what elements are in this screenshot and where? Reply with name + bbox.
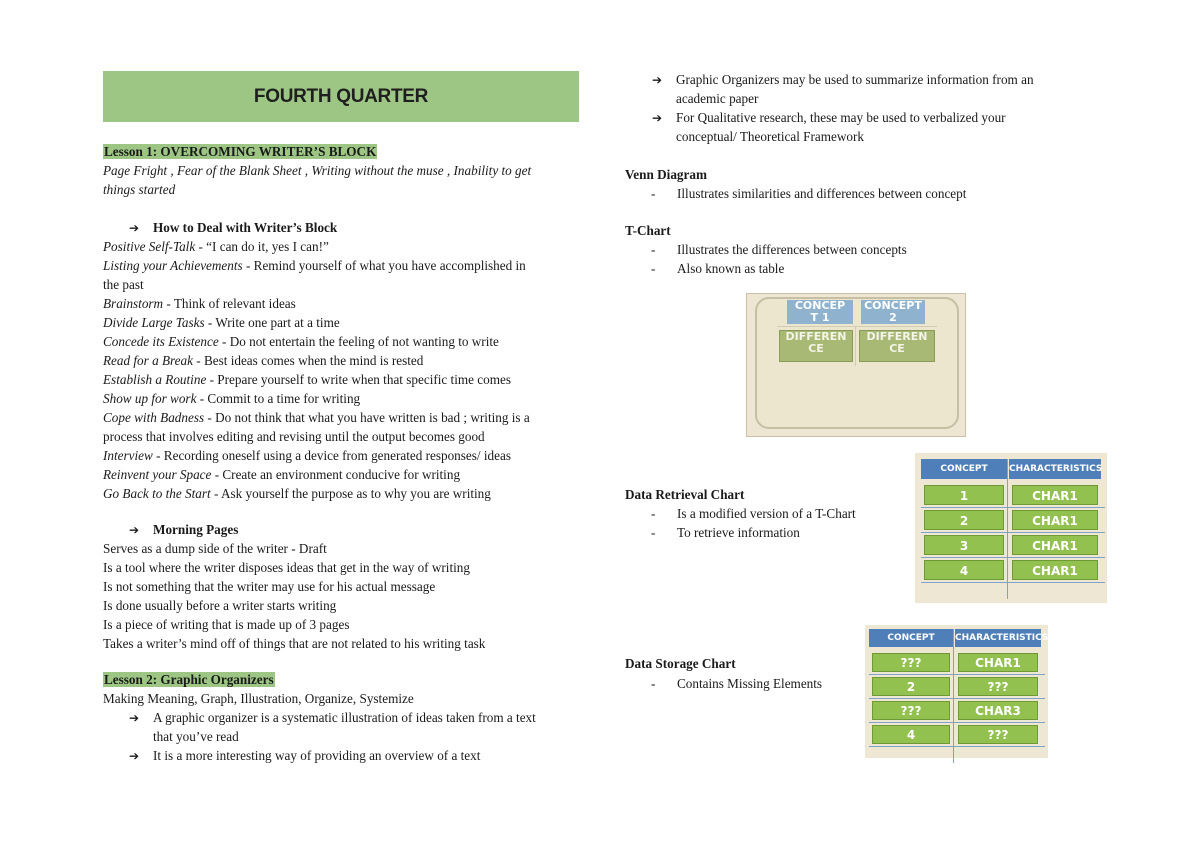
tip-term: Interview bbox=[103, 448, 153, 463]
grid-header: CHARACTERISTICS bbox=[955, 629, 1041, 647]
right-bullet: ➔ Graphic Organizers may be used to summarize information from an bbox=[652, 72, 1034, 87]
grid-rule bbox=[921, 507, 1105, 508]
morning-line: Is a tool where the writer disposes ideas that get in the way of writing bbox=[103, 560, 470, 575]
tip-line bbox=[103, 314, 340, 332]
grid-cell: 2 bbox=[872, 677, 950, 696]
quarter-banner bbox=[103, 71, 579, 122]
tip-term: Divide Large Tasks bbox=[103, 315, 205, 330]
tip-desc: - Ask yourself the purpose as to why you are writing bbox=[210, 486, 491, 501]
grid-cell: CHAR1 bbox=[958, 653, 1038, 672]
tip-desc: - “I can do it, yes I can!” bbox=[195, 239, 329, 254]
tip-line bbox=[103, 371, 511, 389]
arrow-right-icon: ➔ bbox=[652, 73, 663, 87]
grid-rule bbox=[869, 722, 1045, 723]
grid-cell: CHAR1 bbox=[1012, 510, 1098, 530]
retrieval-item: - Is a modified version of a T-Chart bbox=[651, 506, 856, 521]
storage-chart-image bbox=[865, 625, 1048, 758]
tip-line bbox=[103, 409, 530, 427]
quarter-title: FOURTH QUARTER bbox=[253, 85, 429, 107]
lesson2-bullet: ➔ A graphic organizer is a systematic illustration of ideas taken from a text bbox=[129, 710, 536, 725]
grid-cell: CHAR1 bbox=[1012, 535, 1098, 555]
tip-desc: - Create an environment conducive for writing bbox=[211, 467, 461, 482]
tip-desc: process that involves editing and revising until the output becomes good bbox=[103, 429, 485, 444]
tip-term: Listing your Achievements bbox=[103, 258, 243, 273]
morning-line: Is done usually before a writer starts writing bbox=[103, 598, 337, 613]
tip-desc: - Do not think that what you have written is bad ; writing is a bbox=[204, 410, 530, 425]
tchart-frame bbox=[755, 297, 959, 429]
tchart-divider bbox=[855, 326, 856, 366]
tip-term: Go Back to the Start bbox=[103, 486, 211, 501]
lesson2-bullet-cont: that you’ve read bbox=[153, 729, 239, 744]
grid-cell: 4 bbox=[872, 725, 950, 744]
grid-rule bbox=[869, 698, 1045, 699]
lesson2-bullet: ➔ It is a more interesting way of providing an overview of a text bbox=[129, 748, 481, 763]
tchart-title: T-Chart bbox=[625, 223, 671, 238]
tip-line bbox=[103, 333, 499, 351]
tip-line bbox=[103, 428, 485, 446]
tip-line bbox=[103, 466, 460, 484]
grid-cell: 2 bbox=[924, 510, 1004, 530]
tip-term: Cope with Badness bbox=[103, 410, 205, 425]
grid-rule bbox=[869, 746, 1045, 747]
grid-rule bbox=[953, 629, 954, 763]
morning-line: Takes a writer’s mind off of things that are not related to his writing task bbox=[103, 636, 486, 651]
tchart-divider bbox=[777, 326, 937, 327]
how-heading: ➔ How to Deal with Writer’s Block bbox=[129, 220, 338, 235]
tip-line bbox=[103, 257, 526, 275]
tip-term: Reinvent your Space bbox=[103, 467, 212, 482]
grid-rule bbox=[921, 557, 1105, 558]
lesson2-title: Lesson 2: Graphic Organizers bbox=[104, 672, 274, 687]
tip-line bbox=[103, 390, 360, 408]
retrieval-title: Data Retrieval Chart bbox=[625, 487, 745, 502]
tchart-item: - Also known as table bbox=[651, 261, 785, 276]
lesson1-subtitle-cont: things started bbox=[103, 182, 176, 197]
tip-term: Show up for work bbox=[103, 391, 197, 406]
tip-desc: - Best ideas comes when the mind is rested bbox=[192, 353, 424, 368]
tip-line bbox=[103, 295, 296, 313]
tip-line bbox=[103, 238, 329, 256]
lesson1-subtitle: Page Fright , Fear of the Blank Sheet , Writing without the muse , Inability to get bbox=[103, 163, 532, 178]
morning-line: Is not something that the writer may use for his actual message bbox=[103, 579, 436, 594]
arrow-right-icon: ➔ bbox=[129, 749, 140, 763]
tip-line bbox=[103, 447, 511, 465]
retrieval-item: - To retrieve information bbox=[651, 525, 800, 540]
arrow-right-icon: ➔ bbox=[129, 221, 140, 235]
tip-desc: - Prepare yourself to write when that specific time comes bbox=[206, 372, 511, 387]
tip-desc: - Write one part at a time bbox=[204, 315, 340, 330]
morning-line: Is a piece of writing that is made up of 3 pages bbox=[103, 617, 350, 632]
tip-term: Brainstorm bbox=[103, 296, 164, 311]
tip-term: Read for a Break bbox=[103, 353, 193, 368]
grid-cell: ??? bbox=[958, 677, 1038, 696]
grid-cell: ??? bbox=[872, 653, 950, 672]
tip-line bbox=[103, 276, 144, 294]
tip-desc: the past bbox=[103, 277, 144, 292]
tip-term: Establish a Routine bbox=[103, 372, 207, 387]
tchart-head-2: CONCEPT 2 bbox=[861, 300, 925, 324]
grid-header: CONCEPT bbox=[869, 629, 953, 647]
tip-term: Positive Self-Talk bbox=[103, 239, 196, 254]
tip-desc: - Remind yourself of what you have accomplished in bbox=[242, 258, 526, 273]
tip-term: Concede its Existence bbox=[103, 334, 219, 349]
retrieval-chart-image bbox=[915, 453, 1107, 603]
lesson2-keywords: Making Meaning, Graph, Illustration, Organize, Systemize bbox=[103, 691, 414, 706]
grid-cell: CHAR1 bbox=[1012, 560, 1098, 580]
grid-cell: ??? bbox=[872, 701, 950, 720]
tchart-image bbox=[746, 293, 966, 437]
right-bullet-cont: academic paper bbox=[676, 91, 759, 106]
tchart-item: - Illustrates the differences between concepts bbox=[651, 242, 907, 257]
tip-desc: - Think of relevant ideas bbox=[163, 296, 296, 311]
grid-rule bbox=[1007, 459, 1008, 599]
grid-rule bbox=[921, 532, 1105, 533]
grid-cell: 1 bbox=[924, 485, 1004, 505]
grid-rule bbox=[921, 582, 1105, 583]
tip-desc: - Recording oneself using a device from generated responses/ ideas bbox=[152, 448, 511, 463]
right-bullet: ➔ For Qualitative research, these may be used to verbalized your bbox=[652, 110, 1006, 125]
tip-line bbox=[103, 352, 423, 370]
grid-header: CONCEPT bbox=[921, 459, 1007, 479]
storage-item: - Contains Missing Elements bbox=[651, 676, 823, 691]
right-bullet-cont: conceptual/ Theoretical Framework bbox=[676, 129, 864, 144]
tchart-head-1: CONCEP T 1 bbox=[787, 300, 853, 324]
arrow-right-icon: ➔ bbox=[129, 711, 140, 725]
tchart-body-2: DIFFEREN CE bbox=[859, 330, 935, 362]
tip-desc: - Do not entertain the feeling of not wanting to write bbox=[218, 334, 499, 349]
tip-desc: - Commit to a time for writing bbox=[196, 391, 361, 406]
venn-title: Venn Diagram bbox=[625, 167, 707, 182]
grid-cell: 4 bbox=[924, 560, 1004, 580]
arrow-right-icon: ➔ bbox=[129, 523, 140, 537]
grid-cell: CHAR3 bbox=[958, 701, 1038, 720]
grid-header: CHARACTERISTICS bbox=[1009, 459, 1101, 479]
grid-cell: 3 bbox=[924, 535, 1004, 555]
grid-cell: ??? bbox=[958, 725, 1038, 744]
tip-line bbox=[103, 485, 491, 503]
arrow-right-icon: ➔ bbox=[652, 111, 663, 125]
tchart-body-1: DIFFEREN CE bbox=[779, 330, 853, 362]
venn-item: - Illustrates similarities and differences between concept bbox=[651, 186, 967, 201]
storage-title: Data Storage Chart bbox=[625, 656, 736, 671]
grid-rule bbox=[869, 674, 1045, 675]
morning-line: Serves as a dump side of the writer - Draft bbox=[103, 541, 327, 556]
morning-heading: ➔ Morning Pages bbox=[129, 522, 239, 537]
grid-cell: CHAR1 bbox=[1012, 485, 1098, 505]
lesson1-title: Lesson 1: OVERCOMING WRITER’S BLOCK bbox=[104, 144, 377, 159]
